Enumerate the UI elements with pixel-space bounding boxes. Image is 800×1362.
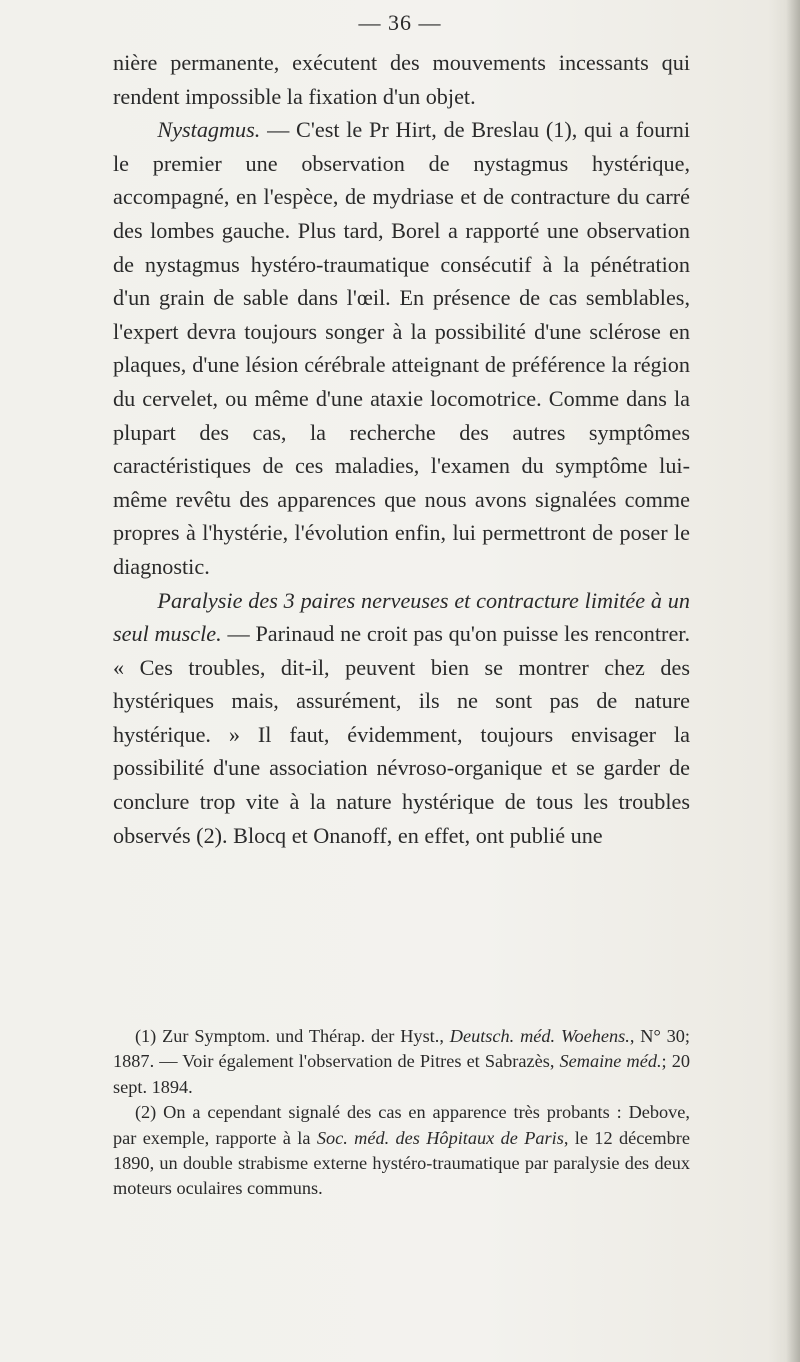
footnote-text: (2) On a cependant signalé des cas en apparence très probants : Debove, par exemple, rapporte à la bbox=[113, 1102, 690, 1148]
page-number: — 36 — bbox=[358, 10, 442, 35]
paragraph-continuation bbox=[113, 46, 690, 113]
footnote-journal: Deutsch. méd. Woehens. bbox=[449, 1026, 630, 1046]
body-text bbox=[113, 46, 690, 852]
section-title-nystagmus: Nystagmus. bbox=[157, 117, 261, 143]
paragraph-text: — C'est le Pr Hirt, de Breslau (1), qui a fourni le premier une observation de nystagmus hystérique, accompagné, en l'espèce, de mydriase et de contracture du carré des lombes gauche. Plus tard, Borel a rapporté une observation de nystagmus hystéro-traumatique consécutif à la pénétration d'un grain de sable dans l'œil. En présence de cas semblables, l'expert devra toujours songer à la possibilité d'une sclérose en plaques, d'une lésion cérébrale atteignant de préférence la région du cervelet, ou même d'une ataxie locomotrice. Comme dans la plupart des cas, la recherche des autres symptômes caractéristiques de ces maladies, l'examen du symptôme lui-même revêtu des apparences que nous avons signalées comme propres à l'hystérie, l'évolution enfin, lui permettront de poser le diagnostic. bbox=[113, 117, 690, 579]
paragraph-nystagmus bbox=[113, 113, 690, 583]
footnote-2 bbox=[113, 1100, 690, 1202]
footnote-1 bbox=[113, 1024, 690, 1100]
footnote-journal: Semaine méd. bbox=[559, 1051, 662, 1072]
footnote-journal: Soc. méd. des Hôpitaux de Paris bbox=[316, 1127, 564, 1148]
footnote-text: ; 20 sept. 1894. bbox=[113, 1051, 691, 1097]
paragraph-text: — Parinaud ne croit pas qu'on puisse les rencontrer. « Ces troubles, dit-il, peuvent bien se montrer chez des hystériques mais, assurément, ils ne sont pas de nature hystérique. » Il faut, évidemment, toujours envisager la possibilité d'une association névroso-organique et se garder de conclure trop vite à la nature hystérique de tous les troubles observés (2). Blocq et Onanoff, en effet, ont publié une bbox=[113, 621, 691, 848]
footnote-text: (1) Zur Symptom. und Thérap. der Hyst., bbox=[134, 1026, 450, 1046]
paragraph-paralysie bbox=[113, 584, 690, 853]
paragraph-text: nière permanente, exécutent des mouvements incessants qui rendent impossible la fixation d'un objet. bbox=[113, 50, 690, 109]
footnotes bbox=[113, 1024, 690, 1202]
footnote-text: , N° 30; 1887. — Voir également l'observation de Pitres et Sabrazès, bbox=[113, 1026, 690, 1072]
page-edge-shadow bbox=[786, 0, 800, 1362]
footnote-text: , le 12 décembre 1890, un double strabisme externe hystéro-traumatique par paralysie des deux moteurs oculaires communs. bbox=[113, 1127, 690, 1199]
section-title-paralysie: Paralysie des 3 paires nerveuses et contracture limitée à un seul muscle. bbox=[113, 587, 690, 647]
